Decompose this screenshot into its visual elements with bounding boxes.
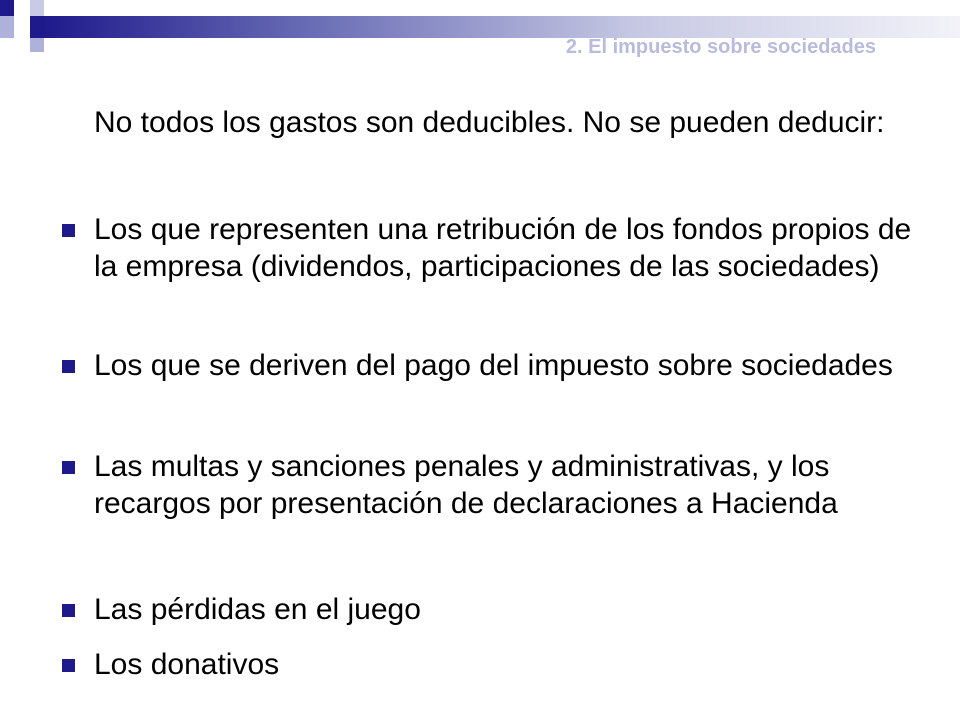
square-bullet-icon (62, 604, 75, 617)
slide-header-title: 2. El impuesto sobre sociedades (565, 36, 876, 58)
bullet-text: Los que se deriven del pago del impuesto sobre sociedades (94, 349, 893, 382)
bullet-text: Las pérdidas en el juego (94, 593, 421, 626)
bullet-text: Las multas y sanciones penales y administrativas, y los recargos por presentación de declaraciones a Hacienda (94, 450, 838, 520)
decorative-square (30, 16, 44, 38)
square-bullet-icon (62, 360, 75, 373)
decorative-square (14, 0, 30, 16)
bullet-text: Los donativos (94, 648, 280, 681)
square-bullet-icon (62, 461, 75, 474)
decorative-square (30, 0, 44, 16)
bullet-text: Los que representen una retribución de los fondos propios de la empresa (dividendos, participaciones de las sociedades) (94, 213, 912, 283)
square-bullet-icon (62, 224, 75, 237)
intro-text: No todos los gastos son deducibles. No se pueden deducir: (94, 106, 885, 139)
decorative-square (0, 16, 14, 38)
decorative-square (14, 16, 30, 38)
square-bullet-icon (62, 659, 75, 672)
header-gradient-bar (44, 16, 960, 38)
decorative-square (0, 0, 14, 16)
decorative-square (30, 38, 44, 52)
